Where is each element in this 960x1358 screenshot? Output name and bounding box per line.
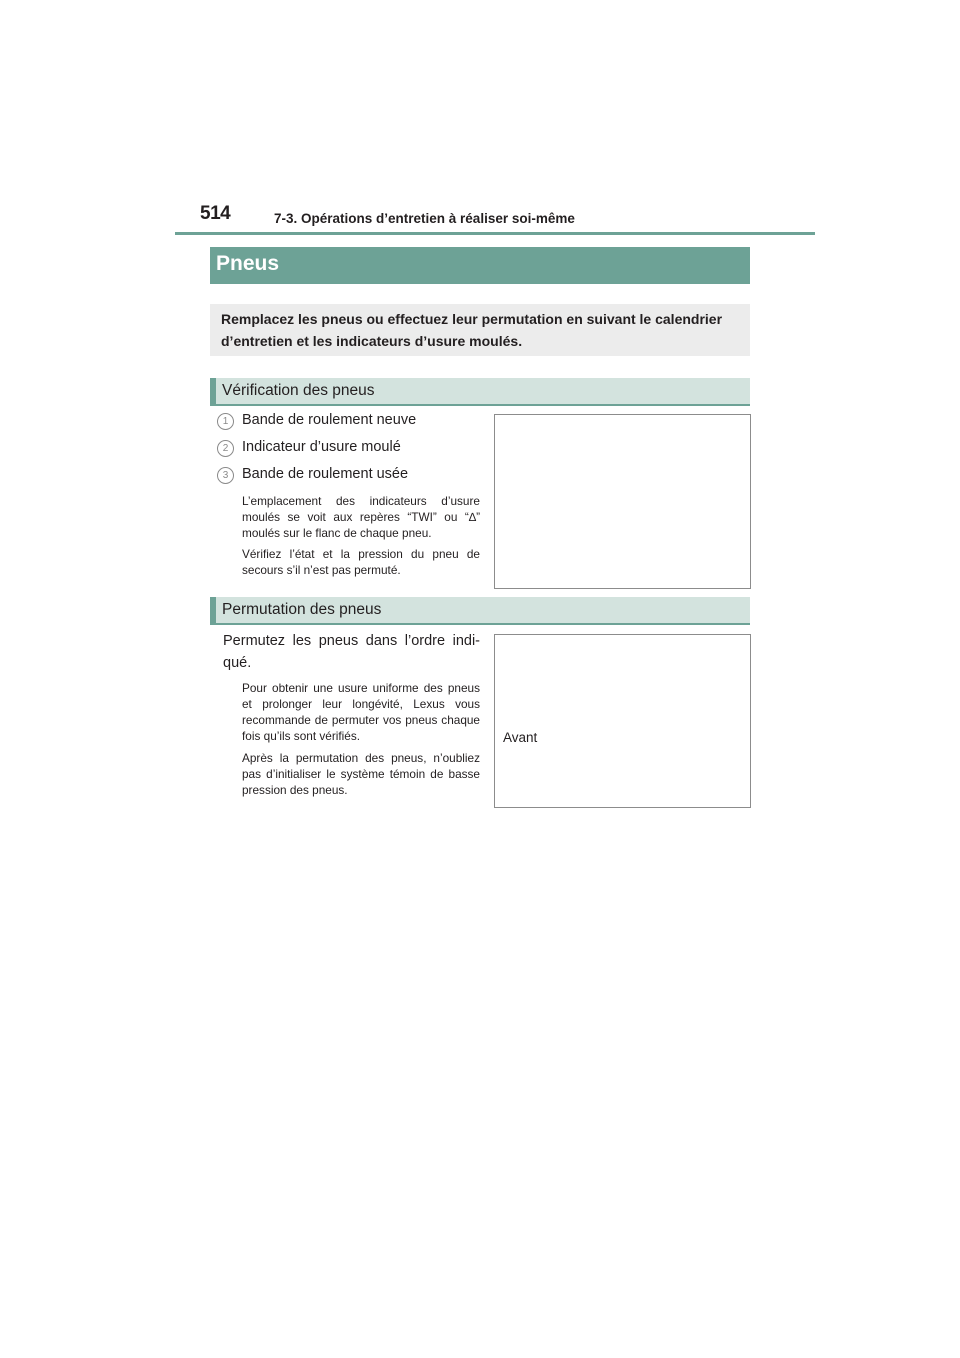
page-number: 514: [200, 203, 231, 224]
header-divider: [175, 232, 815, 235]
intro-box: [210, 304, 750, 356]
section-title-check: Vérification des pneus: [222, 382, 375, 399]
figure-tire-rotation: [494, 634, 751, 808]
list-item-label: Indicateur d’usure moulé: [242, 439, 401, 455]
note-paragraph: Pour obtenir une usure uniforme des pneus et prolonger leur longévité, Lexus vous recommande de permuter vos pneus chaque fois qu’ils sont vérifiés.: [242, 681, 480, 743]
number-badge: 1: [217, 413, 234, 430]
list-item-label: Bande de roulement usée: [242, 466, 409, 482]
figure-tread-wear: [494, 414, 751, 589]
list-item-label: Bande de roulement neuve: [242, 412, 417, 428]
note-paragraph: L’emplacement des indicateurs d’usure moulés se voit aux repères “TWI” ou “∆” moulés sur le flanc de chaque pneu.: [242, 494, 480, 540]
figure-label-front: Avant: [503, 730, 538, 745]
note-paragraph: Après la permutation des pneus, n’oubliez pas d’initialiser le système témoin de basse pression des pneus.: [242, 751, 480, 797]
intro-text: Remplacez les pneus ou effectuez leur permutation en suivant le calendrier d’entretien et les indicateurs d’usure moulés.: [221, 311, 723, 349]
section-accent: [210, 378, 216, 406]
note-paragraph: Vérifiez l’état et la pression du pneu de secours s’il n’est pas permuté.: [242, 547, 480, 577]
page-title: Pneus: [216, 252, 280, 275]
section-accent: [210, 597, 216, 625]
number-badge: 3: [217, 467, 234, 484]
number-badge: 2: [217, 440, 234, 457]
body-paragraph: Permutez les pneus dans l’ordre indi- qué.: [223, 633, 480, 671]
section-title-rotation: Permutation des pneus: [222, 601, 382, 618]
page-title-bar: [210, 247, 750, 284]
section-header-check: [210, 378, 750, 406]
chapter-title: 7-3. Opérations d’entretien à réaliser soi-même: [274, 211, 575, 226]
section-header-rotation: [210, 597, 750, 625]
